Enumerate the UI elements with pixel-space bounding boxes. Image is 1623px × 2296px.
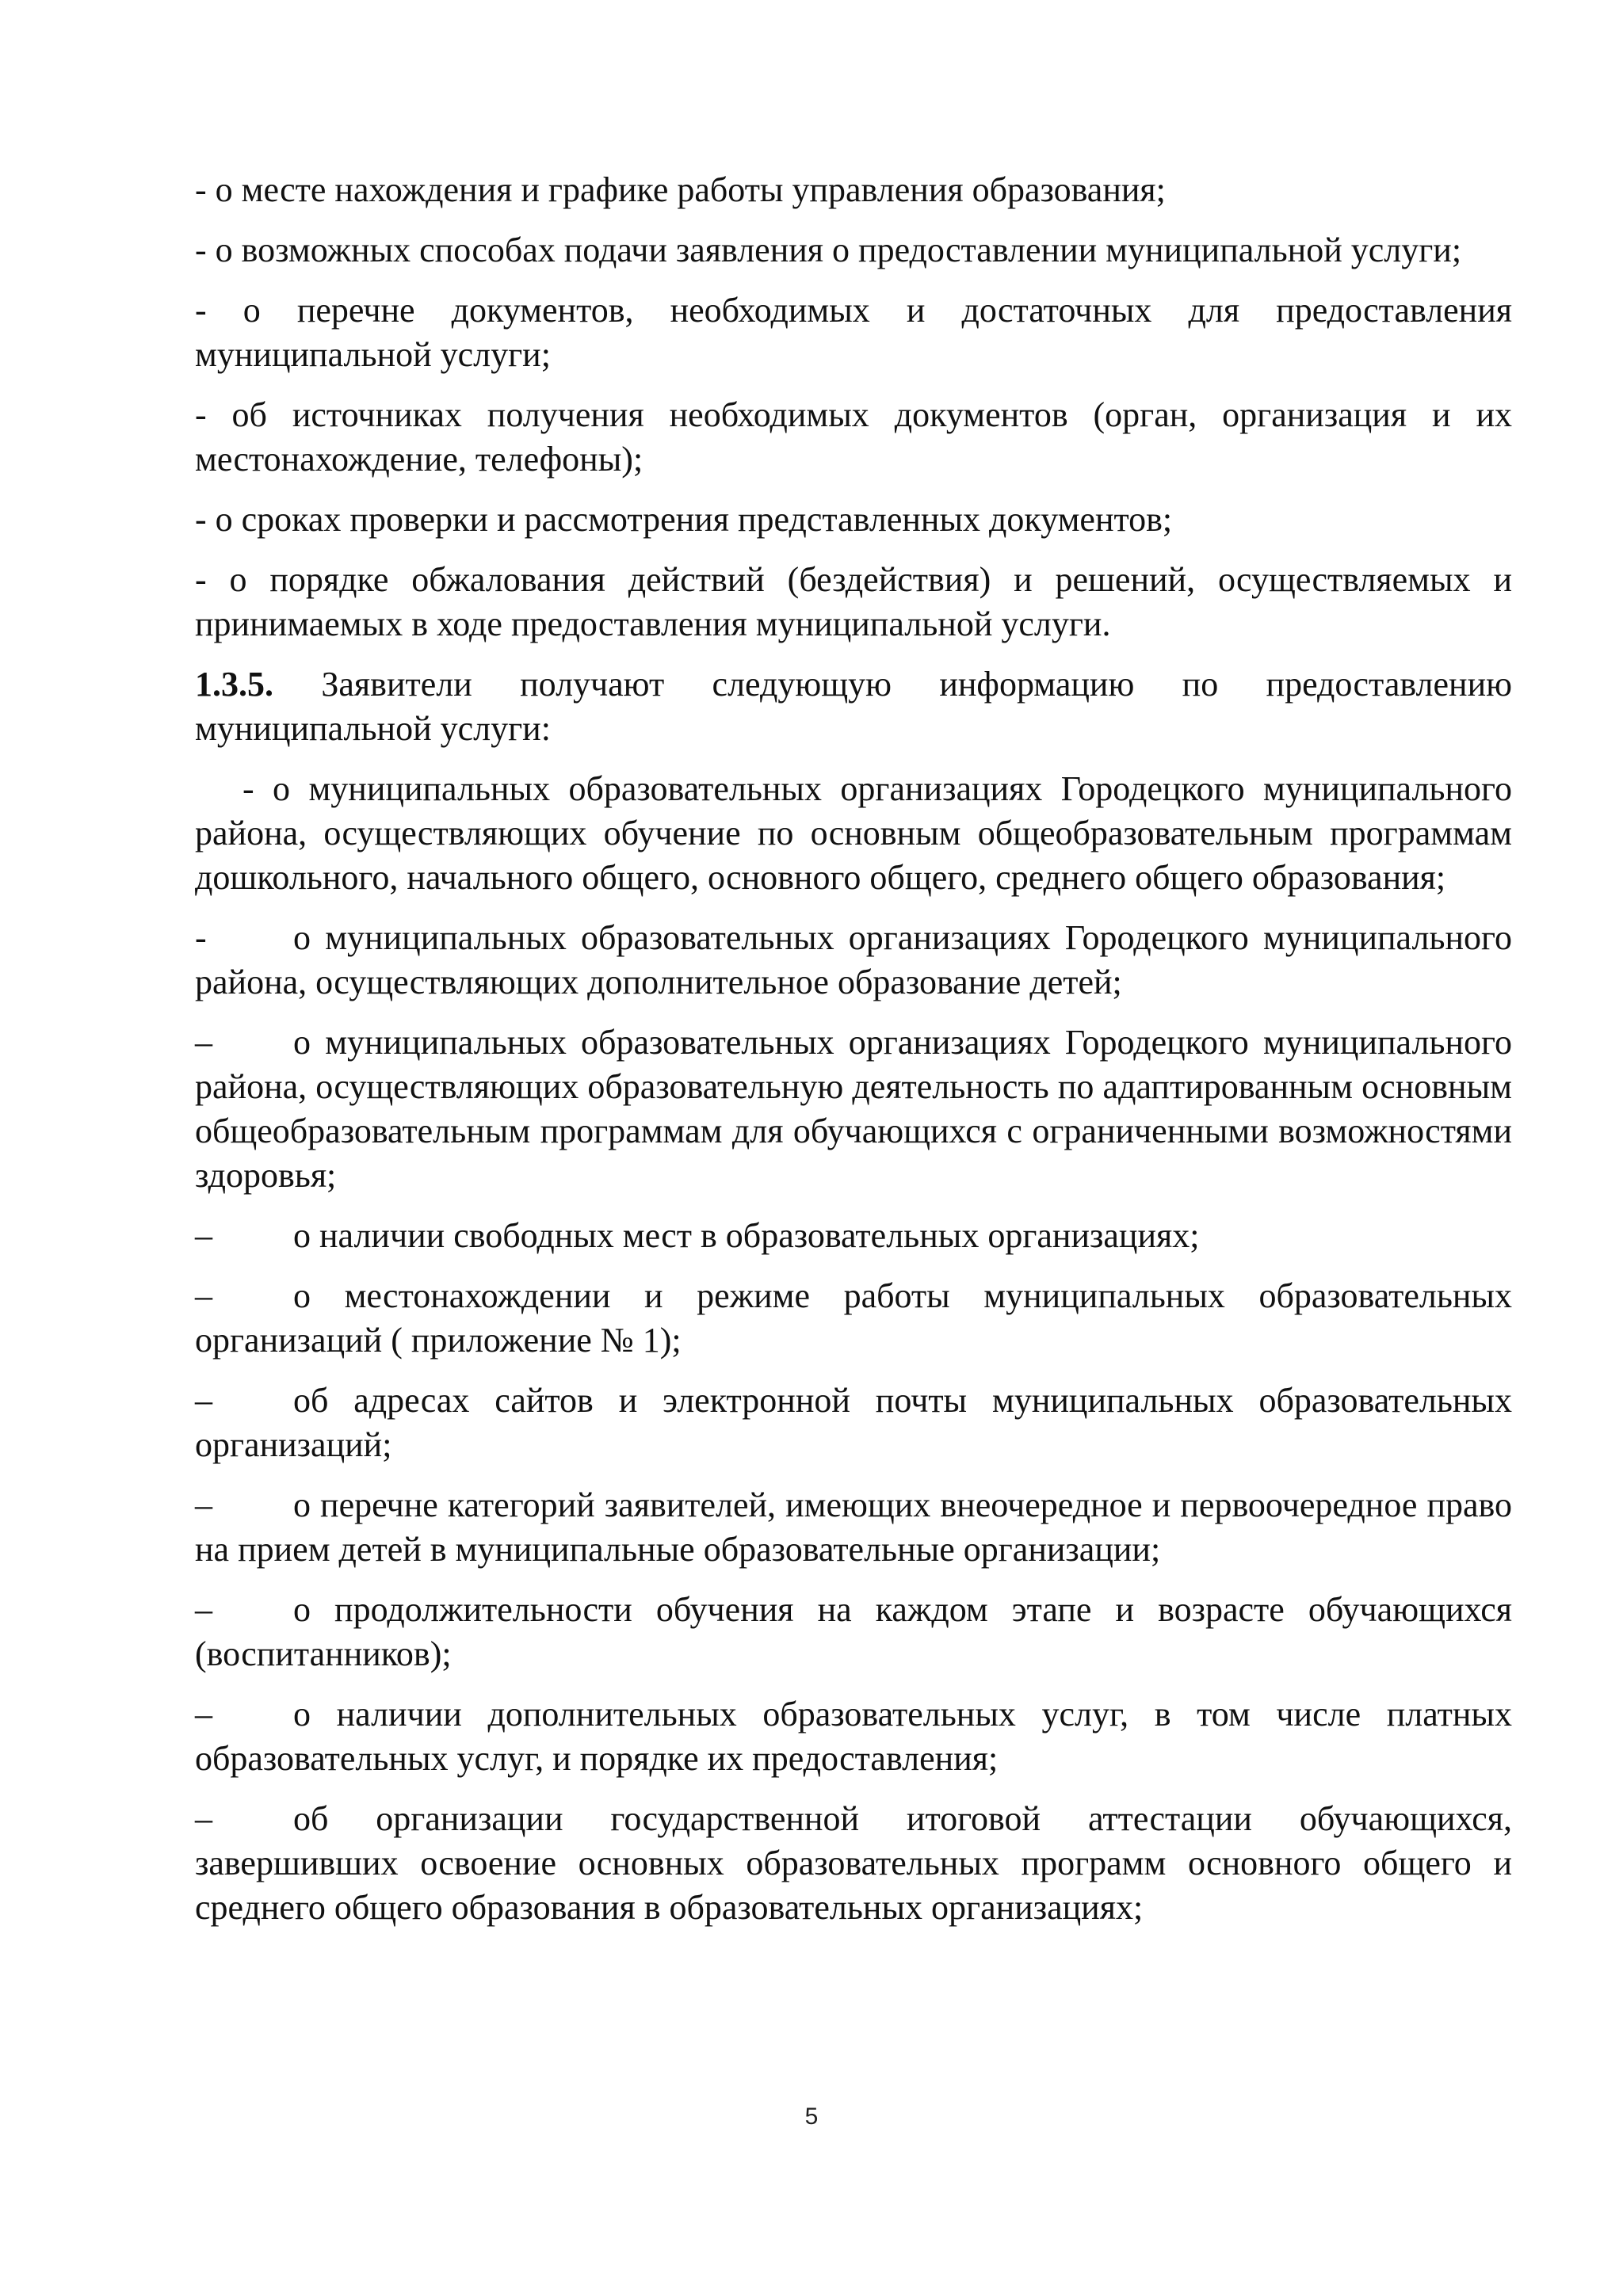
list-item-text: о продолжительности обучения на каждом этапе и возрасте обучающихся (воспитанников); <box>195 1590 1512 1673</box>
document-body <box>195 168 1512 1946</box>
list-item-text: о наличии свободных мест в образовательных организациях; <box>293 1216 1200 1255</box>
list-item: - о месте нахождения и графике работы управления образования; <box>195 170 1166 209</box>
list-item <box>195 1692 1512 1781</box>
list-item-text: об адресах сайтов и электронной почты муниципальных образовательных организаций; <box>195 1381 1512 1464</box>
list-item <box>195 1274 1512 1363</box>
list-marker: – <box>195 1486 212 1524</box>
page-number: 5 <box>804 2103 819 2130</box>
section-number: 1.3.5. <box>195 665 273 704</box>
section-paragraph <box>195 662 1512 751</box>
list-marker: – <box>195 1695 212 1733</box>
list-marker: – <box>195 1276 212 1315</box>
list-item-text: о муниципальных образовательных организациях Городецкого муниципального района, осуществляющих образовательную деятельность по адаптированным основным общеобразовательным программам для обучающихся с ограниченными возможностями здоровья; <box>195 1023 1512 1195</box>
list-marker: – <box>195 1216 212 1255</box>
list-item <box>195 1483 1512 1572</box>
list-item: - о перечне документов, необходимых и достаточных для предоставления муниципальной услуги; <box>195 291 1512 374</box>
list-item <box>195 916 1512 1005</box>
list-item <box>195 1214 1512 1258</box>
list-item-text: об организации государственной итоговой аттестации обучающихся, завершивших освоение основных образовательных программ основного общего и среднего общего образования в образовательных организациях; <box>195 1799 1512 1927</box>
list-item: - о порядке обжалования действий (бездействия) и решений, осуществляемых и принимаемых в ходе предоставления муниципальной услуги. <box>195 560 1512 643</box>
list-item <box>195 1379 1512 1467</box>
list-item-text: о местонахождении и режиме работы муниципальных образовательных организаций ( приложение № 1); <box>195 1276 1512 1360</box>
list-item <box>195 1588 1512 1676</box>
list-item <box>195 1020 1512 1198</box>
list-marker: – <box>195 1381 212 1420</box>
list-marker: - <box>195 918 207 957</box>
list-marker: – <box>195 1023 212 1062</box>
section-text: Заявители получают следующую информацию по предоставлению муниципальной услуги: <box>195 665 1513 748</box>
list-item: - об источниках получения необходимых документов (орган, организация и их местонахождение, телефоны); <box>195 395 1512 479</box>
list-marker: – <box>195 1799 212 1838</box>
list-item: - о возможных способах подачи заявления о предоставлении муниципальной услуги; <box>195 231 1462 269</box>
list-item: - о муниципальных образовательных организациях Городецкого муниципального района, осуществляющих обучение по основным общеобразовательным программам дошкольного, начального общего, основного общего, среднего общего образования; <box>195 769 1512 897</box>
list-item-text: о перечне категорий заявителей, имеющих внеочередное и первоочередное право на прием детей в муниципальные образовательные организации; <box>195 1486 1512 1569</box>
list-item-text: о наличии дополнительных образовательных услуг, в том числе платных образовательных услуг, и порядке их предоставления; <box>195 1695 1512 1778</box>
list-item-text: о муниципальных образовательных организациях Городецкого муниципального района, осуществляющих дополнительное образование детей; <box>195 918 1512 1001</box>
list-marker: – <box>195 1590 212 1629</box>
list-item: - о сроках проверки и рассмотрения представленных документов; <box>195 500 1173 539</box>
list-item <box>195 1797 1512 1930</box>
